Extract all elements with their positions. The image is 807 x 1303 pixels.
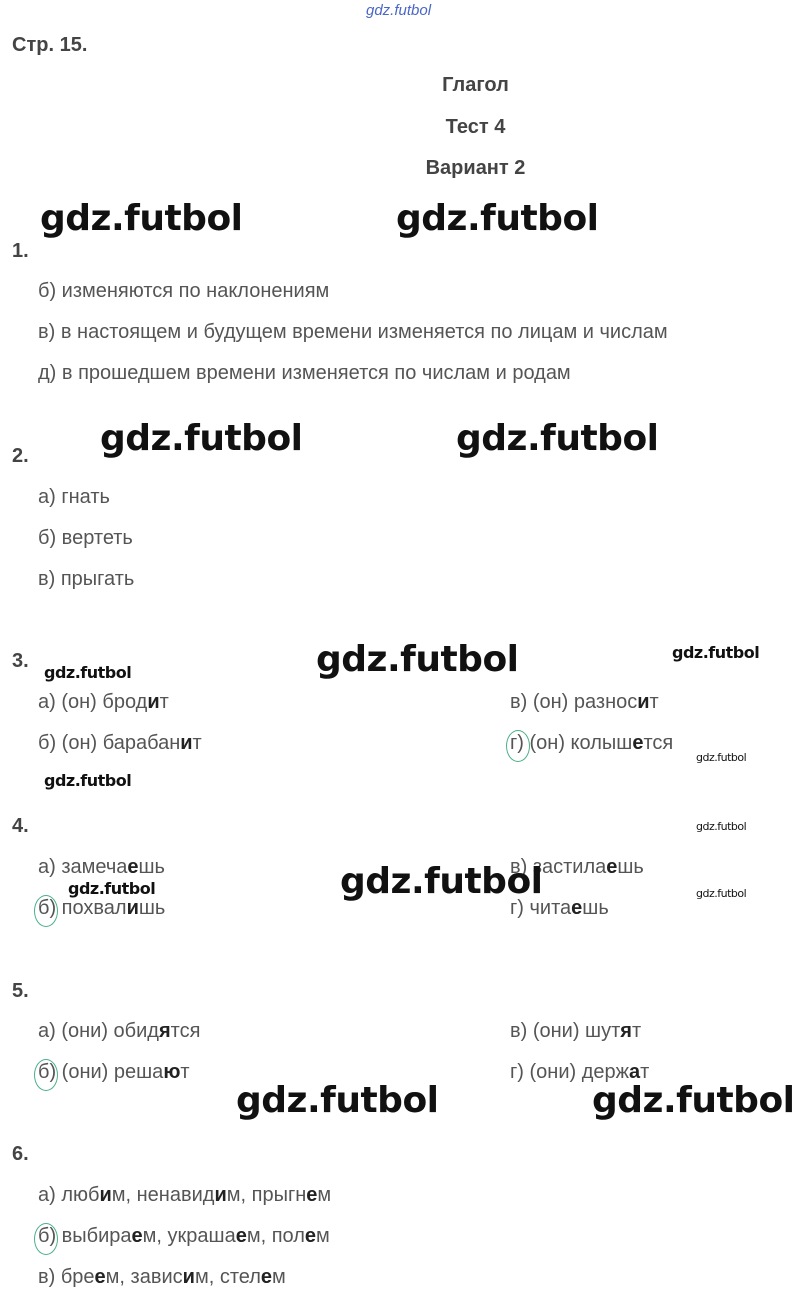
- answer-line: в) прыгать: [38, 568, 135, 590]
- answer-line-circled: г) (он) колышется: [510, 732, 674, 754]
- answer-line-circled: б) похвалишь: [38, 897, 166, 919]
- watermark: gdz.futbol: [316, 639, 519, 680]
- watermark: gdz.futbol: [592, 1080, 795, 1121]
- answer-line: в) бреем, зависим, стелем: [38, 1266, 286, 1288]
- watermark: gdz.futbol: [696, 751, 747, 764]
- question-number: 6.: [12, 1143, 29, 1165]
- answer-line: в) застилаешь: [510, 856, 644, 878]
- watermark: gdz.futbol: [44, 771, 132, 790]
- answer-line: а) гнать: [38, 486, 110, 508]
- answer-line: а) (он) бродит: [38, 691, 169, 713]
- answer-line: д) в прошедшем времени изменяется по числам и родам: [38, 362, 571, 384]
- watermark: gdz.futbol: [340, 861, 543, 902]
- answer-line: б) (он) барабанит: [38, 732, 202, 754]
- watermark: gdz.futbol: [696, 820, 747, 833]
- answer-circle-mark: [506, 730, 530, 762]
- answer-line: б) изменяются по наклонениям: [38, 280, 330, 302]
- watermark: gdz.futbol: [672, 643, 760, 662]
- watermark: gdz.futbol: [696, 887, 747, 900]
- page-label: Стр. 15.: [12, 34, 88, 56]
- question-number: 1.: [12, 240, 29, 262]
- question-number: 5.: [12, 980, 29, 1002]
- watermark: gdz.futbol: [456, 418, 659, 459]
- answer-line: а) (они) обидятся: [38, 1020, 201, 1042]
- question-number: 3.: [12, 650, 29, 672]
- answer-line: в) (они) шутят: [510, 1020, 642, 1042]
- answer-line: а) любим, ненавидим, прыгнем: [38, 1184, 332, 1206]
- watermark: gdz.futbol: [44, 663, 132, 682]
- answer-circle-mark: [34, 895, 58, 927]
- answer-line-circled: б) выбираем, украшаем, полем: [38, 1225, 330, 1247]
- answer-circle-mark: [34, 1059, 58, 1091]
- watermark: gdz.futbol: [100, 418, 303, 459]
- watermark: gdz.futbol: [396, 198, 599, 239]
- watermark: gdz.futbol: [68, 879, 156, 898]
- answer-line: в) (он) разносит: [510, 691, 659, 713]
- answer-circle-mark: [34, 1223, 58, 1255]
- test-title: Тест 4: [445, 116, 506, 138]
- question-number: 2.: [12, 445, 29, 467]
- answer-line: в) в настоящем и будущем времени изменяется по лицам и числам: [38, 321, 668, 343]
- variant-title: Вариант 2: [425, 157, 526, 179]
- topic-title: Глагол: [442, 74, 509, 96]
- answer-line: г) читаешь: [510, 897, 609, 919]
- watermark: gdz.futbol: [236, 1080, 439, 1121]
- answer-line: г) (они) держат: [510, 1061, 650, 1083]
- answer-line: а) замечаешь: [38, 856, 165, 878]
- question-number: 4.: [12, 815, 29, 837]
- watermark: gdz.futbol: [40, 198, 243, 239]
- top-watermark: gdz.futbol: [366, 2, 432, 19]
- answer-line: б) вертеть: [38, 527, 133, 549]
- answer-line-circled: б) (они) решают: [38, 1061, 190, 1083]
